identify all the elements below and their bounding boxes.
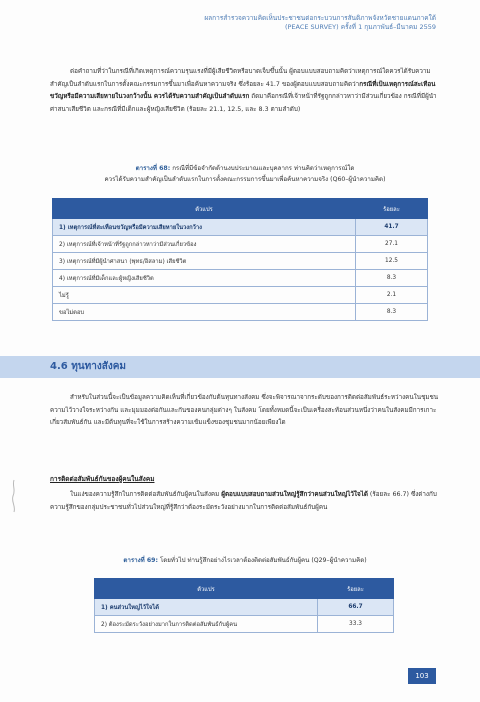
- table-68-caption: [50, 163, 440, 185]
- row-item: 1) คนส่วนใหญ่ไว้ใจได้: [95, 599, 318, 616]
- table-68-label: ตารางที่ 68:: [135, 165, 171, 172]
- table-69-caption: [50, 555, 440, 566]
- row-item: 4) เหตุการณ์ที่มีเด็กและผู้หญิงเสียชีวิต: [53, 270, 356, 287]
- row-item: 2) เหตุการณ์ที่เจ้าหน้าที่รัฐถูกกล่าวหาว่ามีส่วนเกี่ยวข้อง: [53, 236, 356, 253]
- table-68-caption-line2: ควรได้รับความสำคัญเป็นลำดับแรกในการตั้งคณะกรรมการขึ้นมาเพื่อค้นหาความจริง (Q60–ผู้นำความคิด): [104, 176, 386, 183]
- row-percent: 12.5: [356, 253, 428, 270]
- row-item: ไม่รู้: [53, 287, 356, 304]
- table-row: [95, 599, 394, 616]
- table-row: [95, 616, 394, 633]
- intro-text-1: ต่อคำถามที่ว่าในกรณีที่เกิดเหตุการณ์ความรุนแรงที่มีผู้เสียชีวิตหรือบาดเจ็บขึ้นนั้น ผู้ตอบแบบสอบถามคิดว่าเหตุการณ์ใดควรได้รับความสำคัญเป็นลำดับแรกในการตั้งคณะกรรมการขึ้นมาเพื่อค้นหาความจริง ซึ่งร้อยละ 41.7 ของผู้ตอบแบบสอบถามคิดว่า: [50, 68, 431, 88]
- page-number: 103: [408, 668, 436, 684]
- row-percent: 27.1: [356, 236, 428, 253]
- relations-text-1: ในแง่ของความรู้สึกในการติดต่อสัมพันธ์กับผู้คนในสังคม: [70, 491, 222, 498]
- row-item: 1) เหตุการณ์ที่สะเทือนขวัญหรือมีความเสียหายในวงกว้าง: [53, 219, 356, 236]
- subsection-title: การติดต่อสัมพันธ์กันของผู้คนในสังคม: [50, 475, 155, 483]
- table-header-row: [95, 579, 394, 599]
- row-percent: 41.7: [356, 219, 428, 236]
- column-header-variable: ตัวแปร: [95, 579, 318, 599]
- section-title: 4.6 ทุนทางสังคม: [50, 361, 126, 372]
- social-capital-paragraph: สำหรับในส่วนนี้จะเป็นข้อมูลความคิดเห็นที่เกี่ยวข้องกับต้นทุนทางสังคม ซึ่งจะพิจารณาจากระดับของการติดต่อสัมพันธ์ระหว่างคนในชุมชน ความไว้วางใจระหว่างกัน และมุมมองต่อกันและกันของคนกลุ่มต่างๆ ในสังคม โดยทั้งหมดนี้จะเป็นเครื่องสะท้อนส่วนหนึ่งว่าคนในสังคมมีการเกาะเกี่ยวสัมพันธ์กัน และมีต้นทุนที่จะใช้ในการสร้างความเข้มแข็งของชุมชนมากน้อยเพียงใด: [50, 394, 439, 426]
- row-item: 3) เหตุการณ์ที่มีผู้นำศาสนา (พุทธ/อิสลาม) เสียชีวิต: [53, 253, 356, 270]
- row-item: ขอไม่ตอบ: [53, 304, 356, 321]
- relations-bold-text: ผู้ตอบแบบสอบถามส่วนใหญ่รู้สึกว่าคนส่วนใหญ่ไว้ใจได้: [221, 491, 368, 498]
- row-percent: 2.1: [356, 287, 428, 304]
- column-header-percent: ร้อยละ: [356, 199, 428, 219]
- column-header-variable: ตัวแปร: [53, 199, 356, 219]
- table-68-caption-line1: กรณีที่มีข้อจำกัดด้านงบประมาณและบุคลากร ท่านคิดว่าเหตุการณ์ใด: [172, 165, 355, 172]
- relations-text-2: (ร้อยละ 66.7) ซึ่งต่างกับความรู้สึกของกลุ่มประชาชนทั่วไปส่วนใหญ่ที่รู้สึกว่าต้องระมัดระวังอย่างมากในการติดต่อสัมพันธ์กับผู้คน: [50, 491, 437, 511]
- intro-text-2: ถัดมาคือกรณีที่เจ้าหน้าที่รัฐถูกกล่าวหาว่ามีส่วนเกี่ยวข้อง กรณีที่มีผู้นำศาสนาเสียชีวิต และกรณีที่มีเด็กและผู้หญิงเสียชีวิต (ร้อยละ 21.1, 12.5, และ 8.3 ตามลำดับ): [50, 93, 437, 113]
- table-row: [53, 304, 428, 321]
- table-header-row: [53, 199, 428, 219]
- row-percent: 66.7: [318, 599, 394, 616]
- running-header: [204, 14, 436, 32]
- intro-bold-text: กรณีที่เป็นเหตุการณ์สะเทือนขวัญหรือมีความเสียหายในวงกว้างนั้น ควรได้รับความสำคัญเป็นลำดับแรก: [50, 80, 436, 100]
- table-69-label: ตารางที่ 69:: [123, 557, 158, 564]
- intro-paragraph: [50, 66, 440, 116]
- table-row: [53, 219, 428, 236]
- row-percent: 8.3: [356, 304, 428, 321]
- table-row: [53, 253, 428, 270]
- row-percent: 8.3: [356, 270, 428, 287]
- running-header-line2: (PEACE SURVEY) ครั้งที่ 1 กุมภาพันธ์–มีนาคม 2559: [284, 23, 436, 31]
- relations-paragraph: [50, 489, 440, 514]
- table-row: [53, 270, 428, 287]
- running-header-line1: ผลการสำรวจความคิดเห็นประชาชนต่อกระบวนการสันติภาพจังหวัดชายแดนภาคใต้: [204, 14, 436, 22]
- column-header-percent: ร้อยละ: [318, 579, 394, 599]
- table-69-caption-text: โดยทั่วไป ท่านรู้สึกอย่างไรเวลาต้องติดต่อสัมพันธ์กับผู้คน (Q29–ผู้นำความคิด): [159, 557, 367, 564]
- table-row: [53, 287, 428, 304]
- row-item: 2) ต้องระมัดระวังอย่างมากในการติดต่อสัมพันธ์กับผู้คน: [95, 616, 318, 633]
- table-69: [94, 578, 394, 633]
- row-percent: 33.3: [318, 616, 394, 633]
- margin-handwriting-mark: [10, 478, 18, 518]
- table-68: [52, 198, 428, 321]
- table-row: [53, 236, 428, 253]
